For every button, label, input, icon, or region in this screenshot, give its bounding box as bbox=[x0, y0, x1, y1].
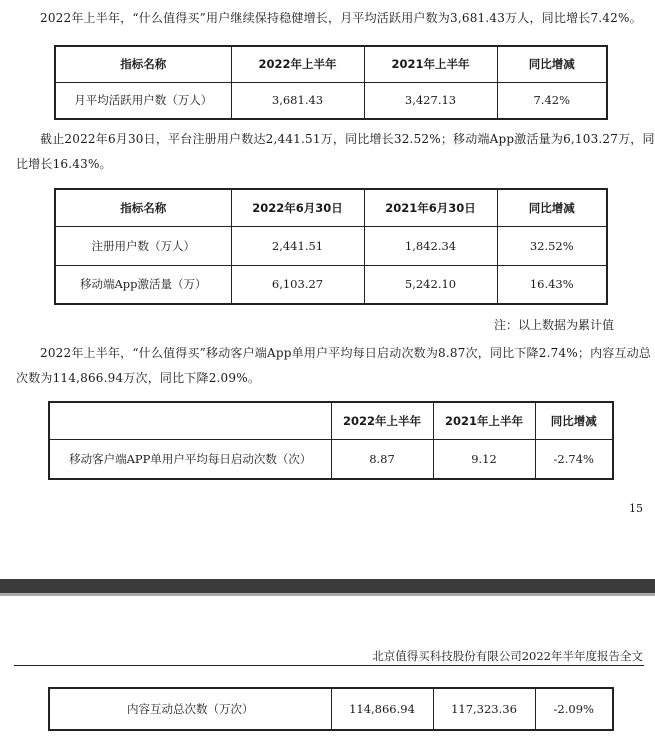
table-row bbox=[55, 82, 607, 119]
table-cell: 32.52% bbox=[497, 226, 607, 265]
table-mau bbox=[54, 45, 608, 120]
header-cell: 2021年上半年 bbox=[433, 402, 535, 439]
table-launches bbox=[48, 401, 614, 480]
header-cell: 2021年6月30日 bbox=[364, 189, 497, 226]
header-cell: 同比增减 bbox=[497, 189, 607, 226]
table-cell: 6,103.27 bbox=[231, 265, 364, 304]
paragraph-mau: 2022年上半年，“什么值得买”用户继续保持稳健增长，月平均活跃用户数为3,681.43万人，同比增长7.42%。 bbox=[40, 11, 642, 25]
header-cell: 指标名称 bbox=[55, 46, 231, 82]
page-number: 15 bbox=[629, 502, 643, 515]
table-cell: 内容互动总次数（万次） bbox=[49, 688, 331, 730]
table-cell: 16.43% bbox=[497, 265, 607, 304]
table-row bbox=[49, 439, 613, 479]
table-row bbox=[49, 688, 613, 730]
table-header-row bbox=[55, 189, 607, 226]
header-cell: 2022年6月30日 bbox=[231, 189, 364, 226]
paragraph-launches-line2: 次数为114,866.94万次，同比下降2.09%。 bbox=[16, 371, 261, 385]
table-registered bbox=[54, 188, 608, 305]
table-cell: 移动端App激活量（万） bbox=[55, 265, 231, 304]
header-cell: 同比增减 bbox=[535, 402, 613, 439]
table-launches-continued bbox=[48, 687, 614, 731]
table-cell: 114,866.94 bbox=[331, 688, 433, 730]
table-cell: 9.12 bbox=[433, 439, 535, 479]
header-cell: 指标名称 bbox=[55, 189, 231, 226]
table-cell: 移动客户端APP单用户平均每日启动次数（次） bbox=[49, 439, 331, 479]
header-cell: 2022年上半年 bbox=[231, 46, 364, 82]
table-cell: 2,441.51 bbox=[231, 226, 364, 265]
header-cell: 同比增减 bbox=[497, 46, 607, 82]
table-cell: 5,242.10 bbox=[364, 265, 497, 304]
report-header: 北京值得买科技股份有限公司2022年半年度报告全文 bbox=[372, 649, 643, 663]
header-cell: 2022年上半年 bbox=[331, 402, 433, 439]
header-rule bbox=[14, 665, 644, 666]
table-cell: 8.87 bbox=[331, 439, 433, 479]
table-cell: 3,681.43 bbox=[231, 82, 364, 119]
paragraph-launches-line1: 2022年上半年，“什么值得买”移动客户端App单用户平均每日启动次数为8.87次，同比下降2.74%；内容互动总 bbox=[40, 346, 652, 360]
page-break-divider bbox=[0, 579, 655, 593]
page-break-shadow bbox=[0, 593, 655, 596]
header-cell bbox=[49, 402, 331, 439]
table-cell: -2.09% bbox=[535, 688, 613, 730]
cumulative-note: 注：以上数据为累计值 bbox=[493, 318, 614, 332]
table-header-row bbox=[49, 402, 613, 439]
paragraph-registered-line2: 比增长16.43%。 bbox=[16, 157, 112, 171]
table-row bbox=[55, 226, 607, 265]
table-cell: 7.42% bbox=[497, 82, 607, 119]
table-cell: 注册用户数（万人） bbox=[55, 226, 231, 265]
table-cell: 3,427.13 bbox=[364, 82, 497, 119]
table-cell: 1,842.34 bbox=[364, 226, 497, 265]
header-cell: 2021年上半年 bbox=[364, 46, 497, 82]
table-row bbox=[55, 265, 607, 304]
table-cell: -2.74% bbox=[535, 439, 613, 479]
paragraph-registered-line1: 截止2022年6月30日，平台注册用户数达2,441.51万，同比增长32.52%；移动端App激活量为6,103.27万，同 bbox=[40, 132, 655, 146]
table-header-row bbox=[55, 46, 607, 82]
table-cell: 月平均活跃用户数（万人） bbox=[55, 82, 231, 119]
table-cell: 117,323.36 bbox=[433, 688, 535, 730]
